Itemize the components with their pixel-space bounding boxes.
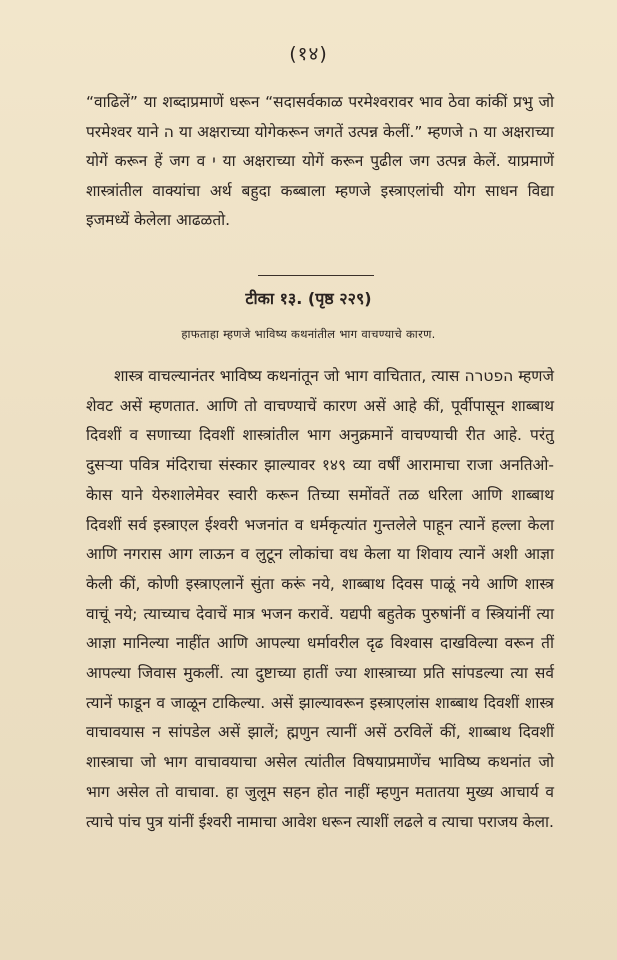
page-number: (१४) xyxy=(289,43,328,65)
section-subheading: हाफताहा म्हणजे भाविष्य कथनांतील भाग वाचण्याचे कारण. xyxy=(181,327,436,341)
section-heading: टीका १३. (पृष्ठ २२९) xyxy=(245,289,372,308)
section-divider xyxy=(258,275,374,276)
paragraph-intro: “वाढिलें” या शब्दाप्रमाणें धरून “सदासर्वकाळ परमेश्वरावर भाव ठेवा कांकीं प्रभु जो परमेश्वर याने ה या अक्षराच्या योगेकरून जगतें उत्पन्न केलीं.” म्हणजे ה या अक्षराच्या योगें करून हें जग व י या अक्षराच्या योगें करून पुढील जग उत्पन्न केलें. याप्रमाणें शास्त्रांतील वाक्यांचा अर्थ बहुदा कब्बाला म्हणजे इस्त्राएलांची योग साधन विद्या इजमध्यें केलेला आढळतो. xyxy=(86,93,555,229)
paragraph-body: शास्त्र वाचल्यानंतर भाविष्य कथनांतून जो भाग वाचितात, त्यास הפטרה म्हणजे शेवट असें म्हणतात. आणि तो वाचण्याचें कारण असें आहे कीं, पूर्वीपासून शाब्बाथ दिवशीं व सणाच्या दिवशीं शास्त्रांतील भाग अनुक्रमानें वाचण्याची रीत आहे. परंतु दुसऱ्या पवित्र मंदिराचा संस्कार झाल्यावर १४९ व्या वर्षीं आरामाचा राजा अनतिओ-केास याने येरुशालेमेवर स्वारी करून तिच्या समोंवतें तळ धरिला आणि शाब्बाथ दिवशीं सर्व इस्त्राएल ईश्वरी भजनांत व धर्मकृत्यांत गुन्तलेले पाहून त्यानें हल्ला केला आणि नगरास आग लाऊन व लुटून लोकांचा वध केला या शिवाय त्यानें अशी आज्ञा केली कीं, कोणी इस्त्राएलानें सुंता करूं नये, शाब्बाथ दिवस पाळूं नये आणि शास्त्र वाचूं नये; त्याच्याच देवाचें मात्र भजन करावें. यद्यपी बहुतेक पुरुषांनीं व स्त्रियांनीं त्या आज्ञा मानिल्या नाहींत आणि आपल्या धर्मावरील दृढ विश्वास दाखविल्या वरून तीं आपल्या जिवास मुकलीं. त्या दुष्टाच्या हातीं ज्या शास्त्राच्या प्रति सांपडल्या त्या सर्व त्यानें फाडून व जाळून टाकिल्या. असें झाल्यावरून इस्त्राएलांस शाब्बाथ दिवशीं शास्त्र वाचावयास न सांपडेल असें झालें; ह्मणुन त्यानीं असें ठरविलें कीं, शाब्बाथ दिवशीं शास्त्राचा जो भाग वाचावयाचा असेल त्यांतील विषयाप्रमाणेंच भाविष्य कथनांत जो भाग असेल तो वाचावा. हा जुलूम सहन होत नाहीं म्हणुन मतातया मुख्य आचार्य व त्याचे पांच पुत्र यांनीं ईश्वरी नामाचा आवेश धरून त्याशीं लढले व त्याचा पराजय केला. xyxy=(86,367,554,831)
